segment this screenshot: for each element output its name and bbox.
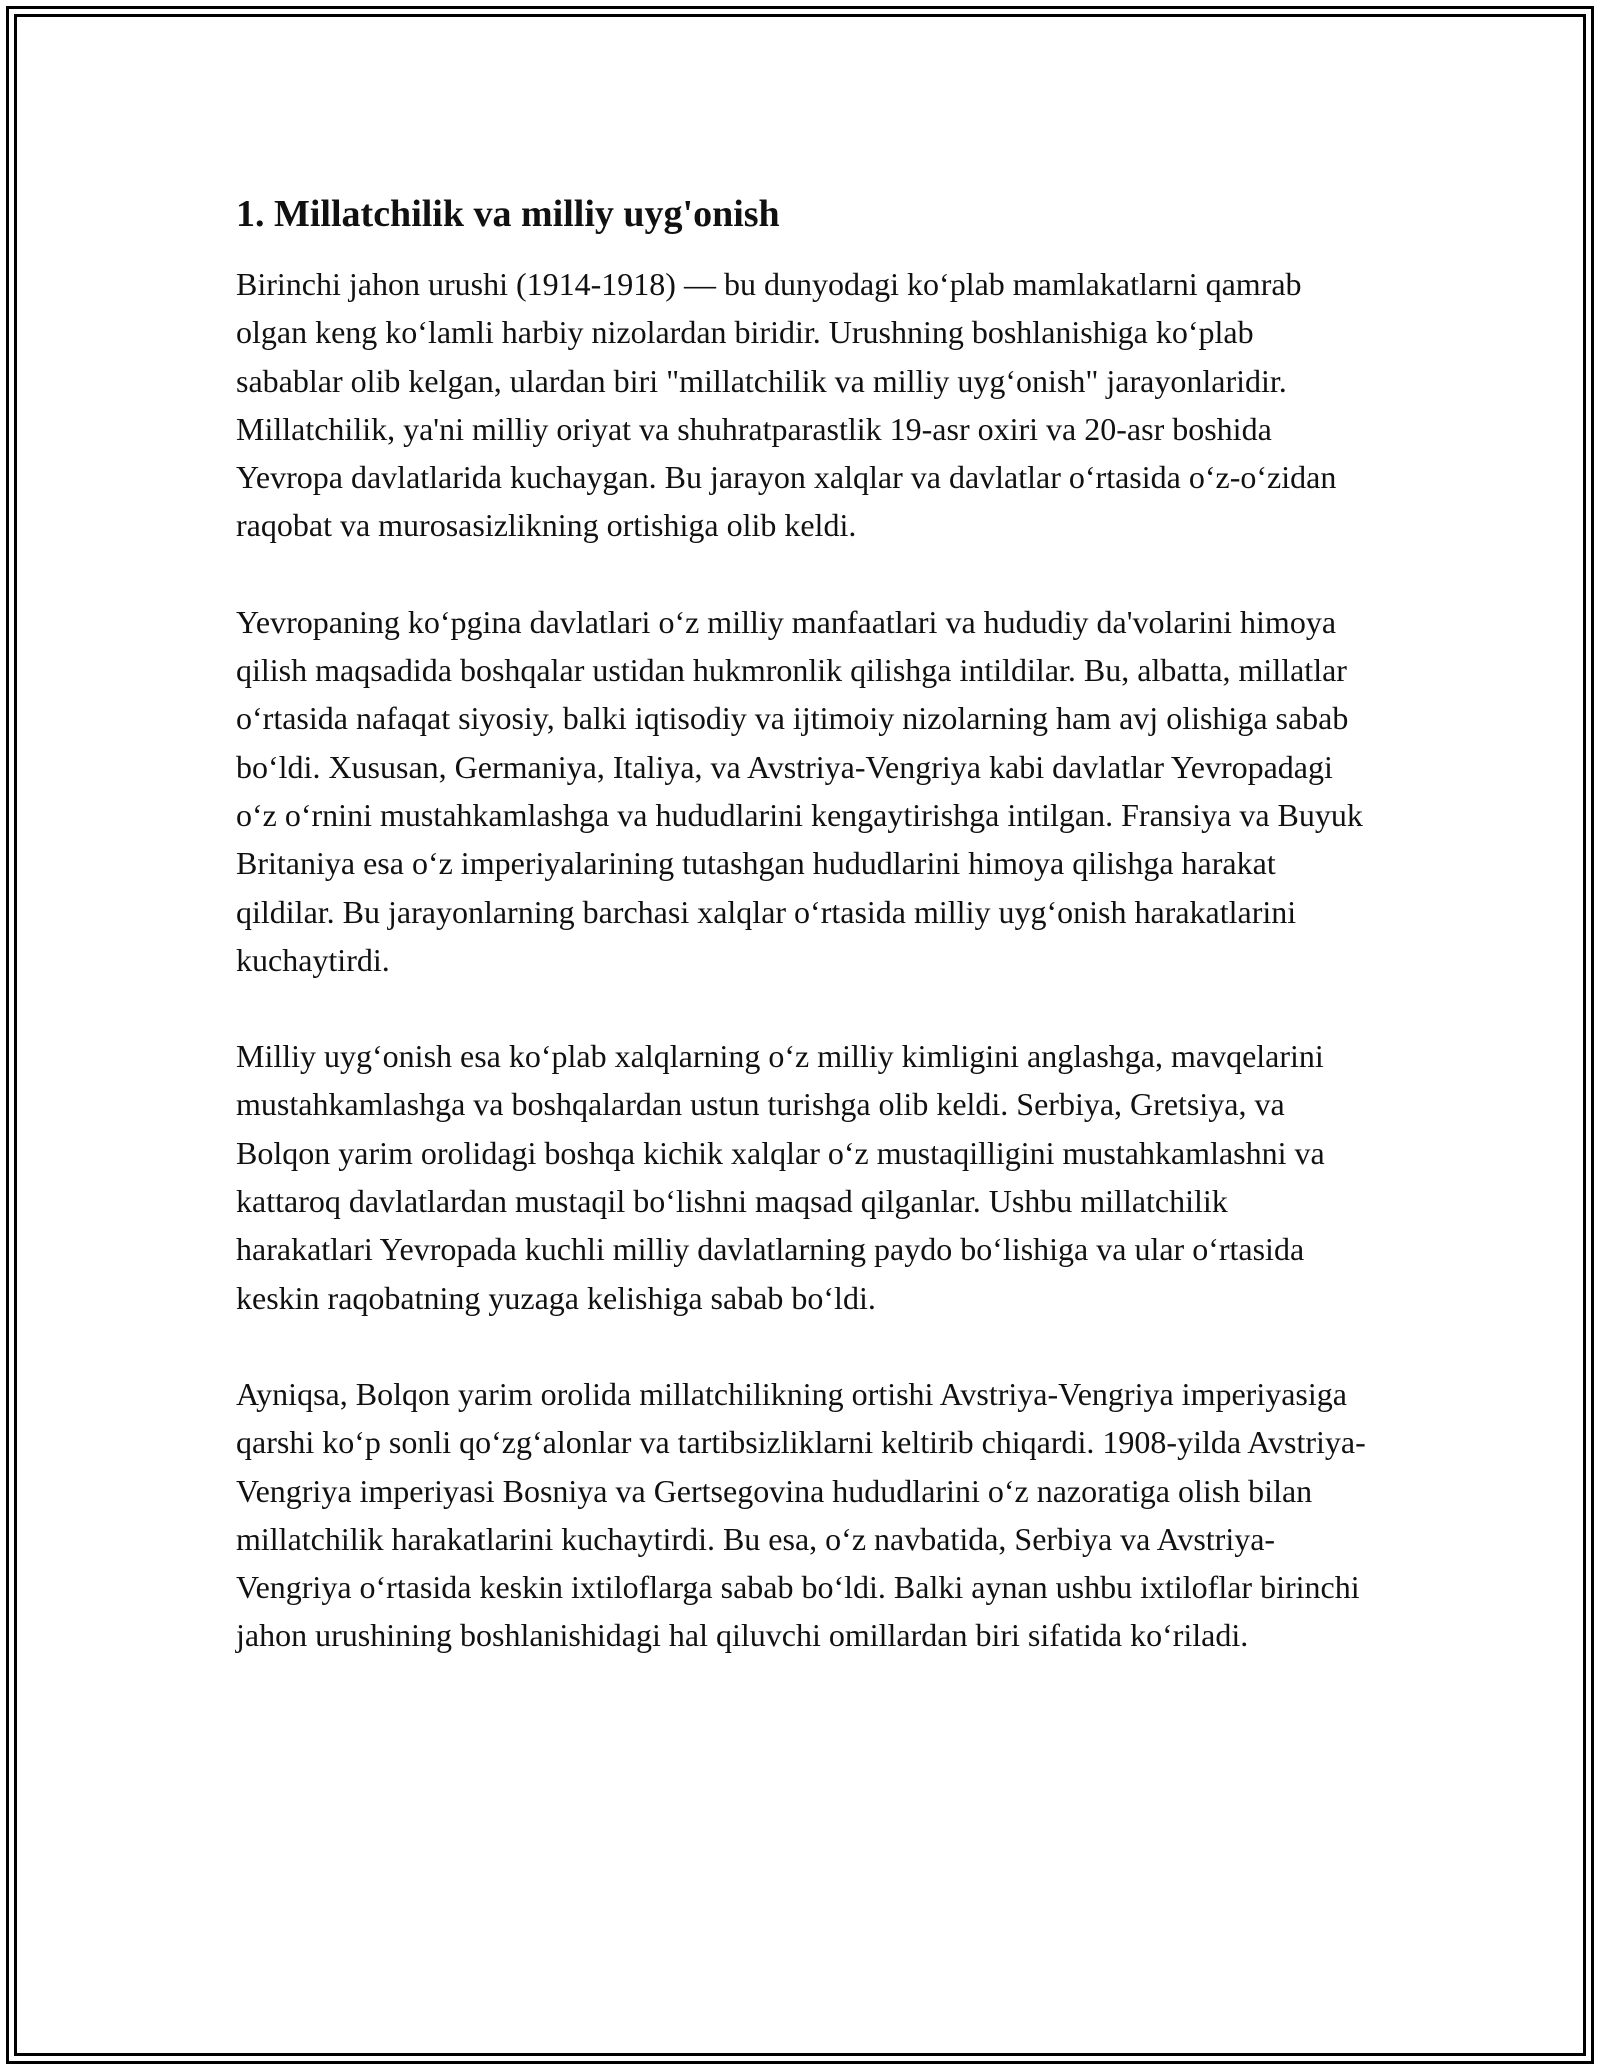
paragraph-4: Ayniqsa, Bolqon yarim orolida millatchilikning ortishi Avstriya-Vengriya imperiyasiga qarshi ko‘p sonli qo‘zg‘alonlar va tartibsizliklarni keltirib chiqardi. 1908-yilda Avstriya-Vengriya imperiyasi Bosniya va Gertsegovina hududlarini o‘z nazoratiga olish bilan millatchilik harakatlarini kuchaytirdi. Bu esa, o‘z navbatida, Serbiya va Avstriya-Vengriya o‘rtasida keskin ixtiloflarga sabab bo‘ldi. Balki aynan ushbu ixtiloflar birinchi jahon urushining boshlanishidagi hal qiluvchi omillardan biri sifatida ko‘riladi.	[236, 1375, 1366, 1654]
section-heading: 1. Millatchilik va milliy uyg'onish	[236, 193, 780, 235]
paragraph-1: Birinchi jahon urushi (1914-1918) — bu dunyodagi ko‘plab mamlakatlarni qamrab olgan keng ko‘lamli harbiy nizolardan biridir. Urushning boshlanishiga ko‘plab sabablar olib kelgan, ulardan biri "millatchilik va milliy uyg‘onish" jarayonlaridir. Millatchilik, ya'ni milliy oriyat va shuhratparastlik 19-asr oxiri va 20-asr boshida Yevropa davlatlarida kuchaygan. Bu jarayon xalqlar va davlatlar o‘rtasida o‘z-o‘zidan raqobat va murosasizlikning ortishiga olib keldi.	[236, 266, 1337, 544]
paragraph-3: Milliy uyg‘onish esa ko‘plab xalqlarning o‘z milliy kimligini anglashga, mavqelarini mustahkamlashga va boshqalardan ustun turishga olib keldi. Serbiya, Gretsiya, va Bolqon yarim orolidagi boshqa kichik xalqlar o‘z mustaqilligini mustahkamlashni va kattaroq davlatlardan mustaqil bo‘lishni maqsad qilganlar. Ushbu millatchilik harakatlari Yevropada kuchli milliy davlatlarning paydo bo‘lishiga va ular o‘rtasida keskin raqobatning yuzaga kelishiga sabab bo‘ldi.	[236, 1038, 1325, 1316]
paragraph-2: Yevropaning ko‘pgina davlatlari o‘z milliy manfaatlari va hududiy da'volarini himoya qilish maqsadida boshqalar ustidan hukmronlik qilishga intildilar. Bu, albatta, millatlar o‘rtasida nafaqat siyosiy, balki iqtisodiy va ijtimoiy nizolarning ham avj olishiga sabab bo‘ldi. Xususan, Germaniya, Italiya, va Avstriya-Vengriya kabi davlatlar Yevropadagi o‘z o‘rnini mustahkamlashga va hududlarini kengaytirishga intilgan. Fransiya va Buyuk Britaniya esa o‘z imperiyalarining tutashgan hududlarini himoya qilishga harakat qildilar. Bu jarayonlarning barchasi xalqlar o‘rtasida milliy uyg‘onish harakatlarini kuchaytirdi.	[236, 603, 1363, 978]
document-body	[236, 190, 1366, 1708]
